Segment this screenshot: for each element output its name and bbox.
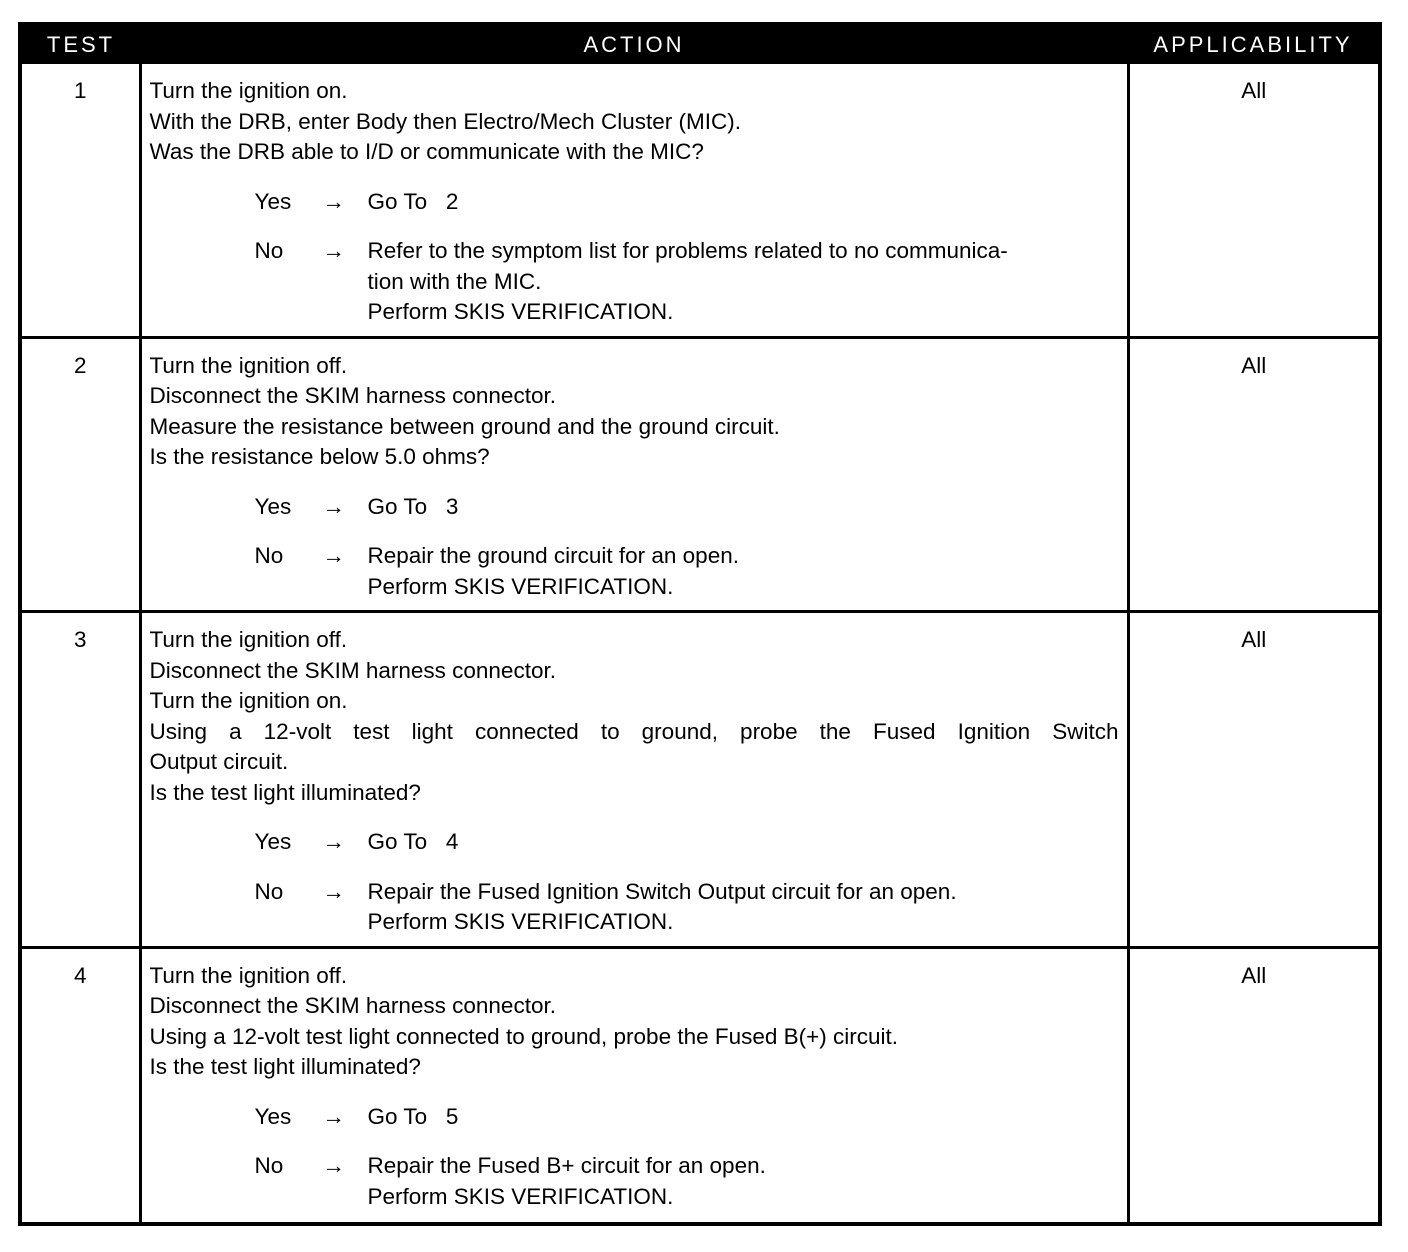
applicability: All xyxy=(1128,612,1378,948)
action-step: Was the DRB able to I/D or communicate with the MIC? xyxy=(149,139,704,164)
outcome-line: Perform SKIS VERIFICATION. xyxy=(367,573,674,599)
outcome-line: Go To 2 xyxy=(367,188,459,214)
right-arrow-icon: → xyxy=(322,1153,345,1178)
header-row xyxy=(22,26,1378,64)
no-label: No xyxy=(254,878,284,904)
no-result xyxy=(150,541,1119,602)
action-step: Disconnect the SKIM harness connector. xyxy=(149,657,556,683)
action-step: Disconnect the SKIM harness connector. xyxy=(149,993,556,1018)
action-step: Turn the ignition on. xyxy=(149,78,348,103)
yes-label: Yes xyxy=(254,829,292,854)
yes-outcome xyxy=(368,492,1119,523)
yes-label: Yes xyxy=(254,493,292,519)
yes-outcome xyxy=(368,1102,1119,1133)
outcome-line: Perform SKIS VERIFICATION. xyxy=(367,909,674,934)
no-label: No xyxy=(254,543,284,568)
test-row-1 xyxy=(22,64,1378,337)
action-cell xyxy=(140,64,1128,337)
no-result xyxy=(150,236,1119,328)
action-cell xyxy=(140,337,1128,612)
yes-label: Yes xyxy=(254,1103,292,1129)
yes-result xyxy=(150,827,1119,858)
table-body xyxy=(22,64,1378,1222)
right-arrow-icon: → xyxy=(322,188,345,214)
action-step: Turn the ignition off. xyxy=(149,962,348,988)
action-step: Turn the ignition off. xyxy=(149,627,348,652)
right-arrow-icon: → xyxy=(322,829,345,854)
test-row-4 xyxy=(22,947,1378,1222)
diagnostic-test-table xyxy=(18,22,1382,1226)
action-step: Using a 12-volt test light connected to ground, probe the Fused Ignition Switch xyxy=(149,718,1119,744)
action-cell xyxy=(140,612,1128,948)
action-step: Using a 12-volt test light connected to ground, probe the Fused B(+) circuit. xyxy=(149,1023,899,1049)
right-arrow-icon: → xyxy=(322,543,345,568)
outcome-line: Perform SKIS VERIFICATION. xyxy=(367,1183,674,1209)
no-outcome xyxy=(368,236,1119,328)
action-step: Is the test light illuminated? xyxy=(149,779,421,805)
yes-result xyxy=(150,1102,1119,1133)
outcome-line: Refer to the symptom list for problems related to no communica- xyxy=(367,238,1008,263)
applicability: All xyxy=(1241,78,1267,103)
outcome-line: Go To 5 xyxy=(367,1103,459,1129)
no-label: No xyxy=(254,1153,284,1178)
table-header xyxy=(22,26,1378,64)
right-arrow-icon: → xyxy=(322,878,345,904)
no-result xyxy=(150,1151,1119,1212)
yes-outcome xyxy=(368,827,1119,858)
test-number: 1 xyxy=(22,64,140,337)
test-row-3 xyxy=(22,612,1378,948)
yes-result xyxy=(150,187,1119,218)
test-row-2 xyxy=(22,337,1378,612)
action-step: Is the resistance below 5.0 ohms? xyxy=(149,444,490,469)
yes-outcome xyxy=(368,187,1119,218)
no-label: No xyxy=(254,238,284,263)
outcome-line: Repair the ground circuit for an open. xyxy=(367,543,739,568)
action-step: Measure the resistance between ground and the ground circuit. xyxy=(149,413,780,439)
yes-result xyxy=(150,492,1119,523)
no-outcome xyxy=(368,541,1119,602)
applicability: All xyxy=(1128,337,1378,612)
header-test: TEST xyxy=(22,26,140,64)
action-step: Disconnect the SKIM harness connector. xyxy=(149,383,556,408)
action-step: Turn the ignition off. xyxy=(149,352,348,378)
outcome-line: Perform SKIS VERIFICATION. xyxy=(367,299,674,324)
test-number: 4 xyxy=(22,947,140,1222)
outcome-line: Repair the Fused Ignition Switch Output circuit for an open. xyxy=(367,878,957,904)
right-arrow-icon: → xyxy=(322,238,345,263)
right-arrow-icon: → xyxy=(322,1103,345,1129)
action-step: Output circuit. xyxy=(149,749,289,774)
outcome-line: tion with the MIC. xyxy=(367,268,542,294)
action-step: With the DRB, enter Body then Electro/Mech Cluster (MIC). xyxy=(149,108,741,134)
action-step: Turn the ignition on. xyxy=(149,688,348,713)
test-procedure-table xyxy=(22,26,1378,1222)
action-step: Is the test light illuminated? xyxy=(149,1054,421,1079)
outcome-line: Repair the Fused B+ circuit for an open. xyxy=(367,1153,766,1178)
no-result xyxy=(150,877,1119,938)
test-number: 3 xyxy=(22,612,140,948)
action-cell xyxy=(140,947,1128,1222)
header-applicability: APPLICABILITY xyxy=(1128,26,1378,64)
outcome-line: Go To 4 xyxy=(367,829,459,854)
test-number: 2 xyxy=(22,337,140,612)
header-action: ACTION xyxy=(140,26,1128,64)
outcome-line: Go To 3 xyxy=(367,493,459,519)
right-arrow-icon: → xyxy=(322,493,345,519)
no-outcome xyxy=(368,877,1119,938)
no-outcome xyxy=(368,1151,1119,1212)
yes-label: Yes xyxy=(254,188,292,214)
applicability: All xyxy=(1128,947,1378,1222)
